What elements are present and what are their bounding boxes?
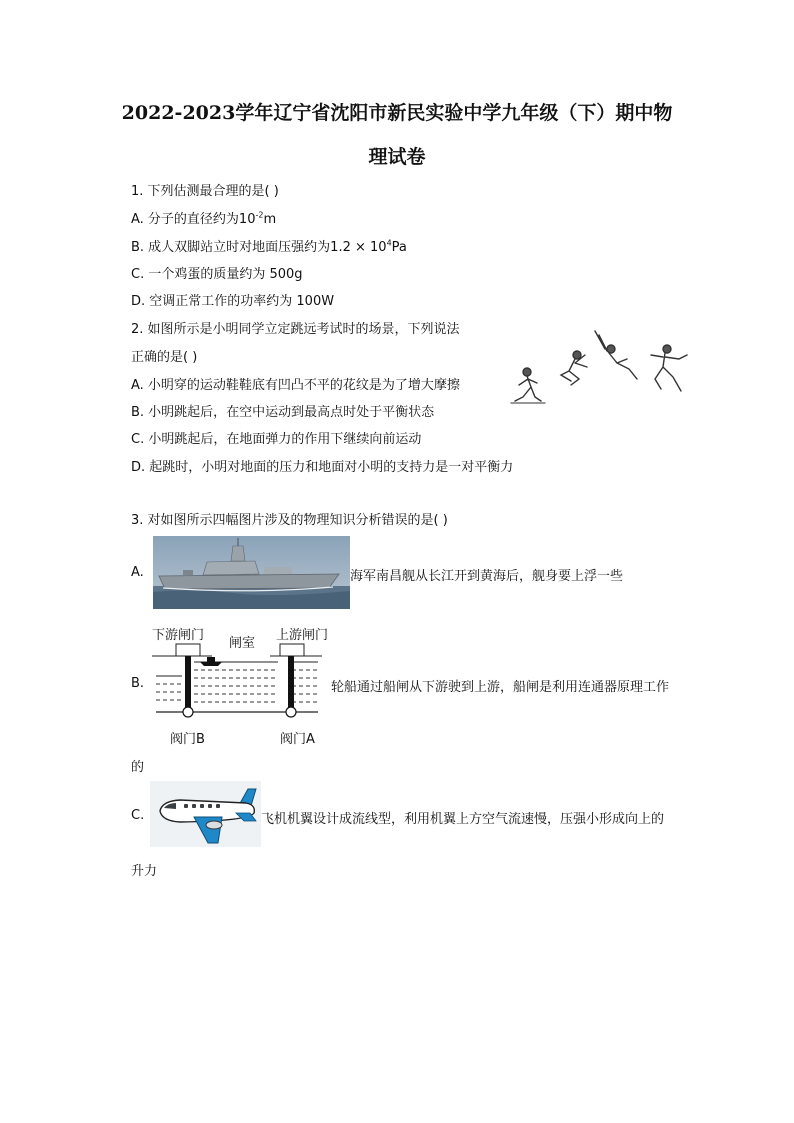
- jumper-landing: [651, 345, 687, 391]
- q1-a-exponent: -2: [255, 210, 264, 220]
- q1-option-c: C. 一个鸡蛋的质量约为 500g: [131, 267, 303, 282]
- q3-option-a-text: 海军南昌舰从长江开到黄海后，舰身要上浮一些: [350, 569, 624, 584]
- q2-stem: 2. 如图所示是小明同学立定跳远考试时的场景，下列说法: [131, 322, 460, 337]
- long-jump-figure: [505, 325, 695, 405]
- jumper-takeoff: [561, 351, 587, 385]
- q2-stem-cont: 正确的是( ): [131, 350, 198, 365]
- q1-option-a: [131, 208, 276, 227]
- q3-option-b-label: B.: [131, 676, 145, 691]
- q1-option-b: [131, 236, 407, 255]
- airplane-illustration: [150, 781, 261, 847]
- q1-b-unit: Pa: [391, 240, 407, 255]
- q3-stem: 3. 对如图所示四幅图片涉及的物理知识分析错误的是( ): [131, 513, 448, 528]
- lock-label-valve-b: 阀门B: [170, 732, 205, 747]
- page-title-cont: 理试卷: [368, 146, 426, 168]
- lock-label-downstream-gate: 下游闸门: [152, 628, 205, 643]
- lock-label-valve-a: 阀门A: [280, 732, 315, 747]
- ship-lock-diagram: [152, 640, 322, 726]
- q3-option-c-cont: 升力: [131, 864, 158, 879]
- q3-option-a-label: A.: [131, 565, 144, 580]
- lock-label-upstream-gate: 上游闸门: [276, 628, 329, 643]
- jumper-flight: [595, 331, 637, 379]
- lock-label-chamber: 闸室: [229, 636, 256, 651]
- q2-option-b: B. 小明跳起后，在空中运动到最高点时处于平衡状态: [131, 405, 435, 420]
- q3-option-b-cont: 的: [131, 760, 145, 775]
- q3-option-c-text: 飞机机翼设计成流线型，利用机翼上方空气流速慢，压强小形成向上的: [261, 812, 665, 827]
- q2-option-a: A. 小明穿的运动鞋鞋底有凹凸不平的花纹是为了增大摩擦: [131, 378, 460, 393]
- q3-option-b-text: 轮船通过船闸从下游驶到上游，船闸是利用连通器原理工作: [331, 680, 670, 695]
- q1-b-text: B. 成人双脚站立时对地面压强约为1.2 × 10: [131, 240, 387, 255]
- q1-a-text: A. 分子的直径约为10: [131, 212, 256, 227]
- page-title: 2022-2023学年辽宁省沈阳市新民实验中学九年级（下）期中物: [121, 102, 673, 124]
- q1-a-unit: m: [263, 212, 277, 227]
- q1-option-d: D. 空调正常工作的功率约为 100W: [131, 294, 335, 309]
- q2-option-c: C. 小明跳起后，在地面弹力的作用下继续向前运动: [131, 432, 422, 447]
- q3-option-c-label: C.: [131, 808, 145, 823]
- warship-photo: [153, 536, 350, 609]
- q1-stem: 1. 下列估测最合理的是( ): [131, 184, 279, 199]
- q1-b-exponent: 4: [386, 238, 392, 248]
- q2-option-d: D. 起跳时，小明对地面的压力和地面对小明的支持力是一对平衡力: [131, 460, 514, 475]
- jumper-crouch: [511, 368, 545, 403]
